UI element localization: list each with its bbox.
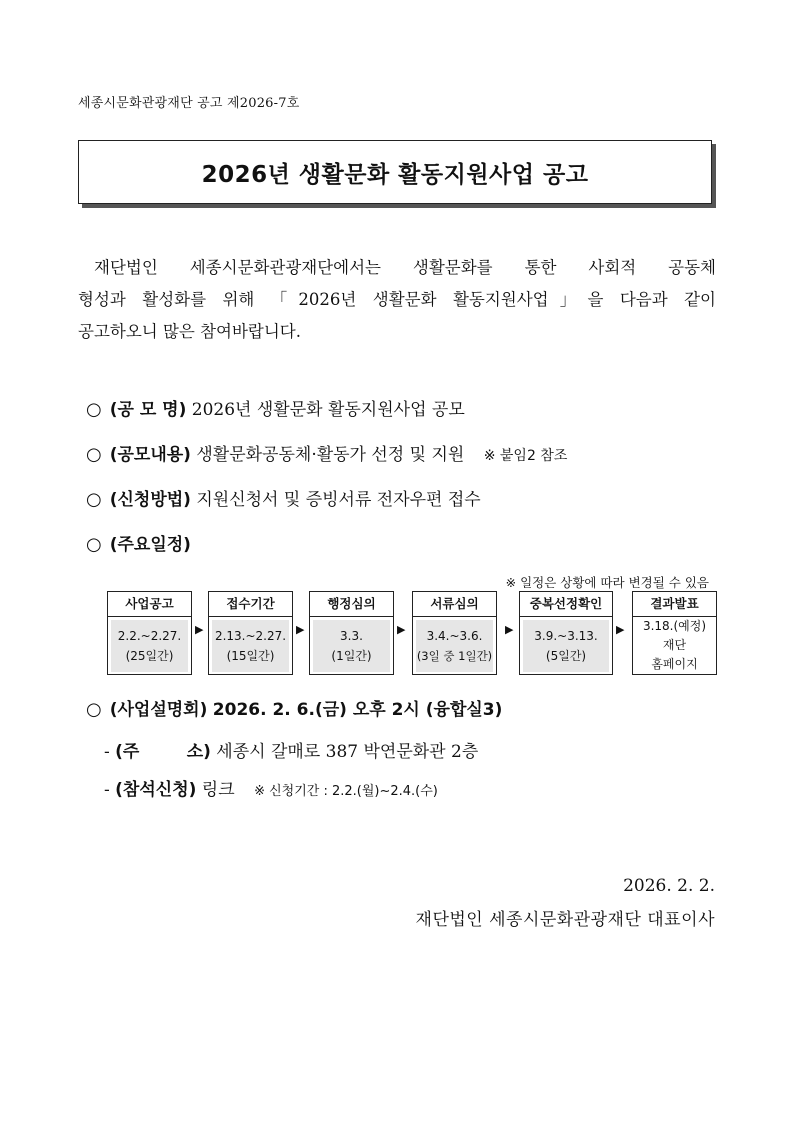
step-duration: (5일간) [545, 649, 587, 663]
schedule-step-announcement [107, 591, 192, 675]
issue-date: 2026. 2. 2. [623, 876, 715, 896]
step-duration: (25일간) [125, 649, 174, 663]
notice-number: 세종시문화관광재단 공고 제2026-7호 [78, 96, 300, 111]
step-title: 행정심의 [310, 592, 393, 617]
bullet-circle-icon: ○ [86, 489, 102, 510]
step-place-detail: 홈페이지 [651, 657, 698, 671]
step-date: 2.2.~2.27. [117, 629, 182, 643]
step-title: 중복선정확인 [520, 592, 612, 617]
arrow-right-icon: ▶ [505, 623, 514, 636]
arrow-right-icon: ▶ [397, 623, 406, 636]
step-title: 서류심의 [413, 592, 496, 617]
address-value: 세종시 갈매로 387 박연문화관 2층 [216, 742, 479, 762]
item-contest-name [86, 398, 465, 422]
item-value: 지원신청서 및 증빙서류 전자우편 접수 [196, 490, 481, 510]
step-date: 3.4.~3.6. [426, 629, 483, 643]
dash: - [104, 742, 110, 762]
step-duration: (3일 중 1일간) [416, 649, 493, 663]
intro-line-1: 재단법인 세종시문화관광재단에서는 생활문화를 통한 사회적 공동체 [94, 258, 716, 277]
arrow-right-icon: ▶ [616, 623, 625, 636]
item-main-schedule [86, 533, 191, 557]
item-label: (주요일정) [109, 535, 191, 555]
step-date: 3.18.(예정) [642, 619, 707, 633]
item-label: (신청방법) [109, 490, 191, 510]
step-title: 접수기간 [209, 592, 292, 617]
schedule-step-reception [208, 591, 293, 675]
bullet-circle-icon: ○ [86, 399, 102, 420]
step-date: 3.3. [340, 629, 363, 643]
bullet-circle-icon: ○ [86, 444, 102, 465]
address-label: (주 소) [115, 742, 211, 762]
item-label: (사업설명회) [109, 700, 208, 720]
item-briefing-session [86, 698, 502, 722]
briefing-address-row [104, 737, 478, 762]
step-duration: (1일간) [331, 649, 372, 663]
schedule-step-result [632, 591, 717, 675]
bullet-circle-icon: ○ [86, 699, 102, 720]
title-box [78, 140, 712, 204]
item-value: 2026년 생활문화 활동지원사업 공모 [191, 400, 465, 420]
registration-label: (참석신청) [115, 780, 197, 800]
registration-link[interactable]: 링크 [201, 780, 235, 800]
briefing-datetime: 2026. 2. 6.(금) 오후 2시 (융합실3) [212, 700, 503, 720]
intro-paragraph [78, 252, 716, 316]
item-label: (공 모 명) [109, 400, 187, 420]
briefing-registration-row [104, 775, 438, 800]
schedule-note: ※ 일정은 상황에 따라 변경될 수 있음 [505, 575, 709, 590]
schedule-step-duplicate-check [519, 591, 613, 675]
step-date: 3.9.~3.13. [534, 629, 598, 643]
arrow-right-icon: ▶ [195, 623, 204, 636]
dash: - [104, 780, 110, 800]
intro-line-3: 공고하오니 많은 참여바랍니다. [78, 322, 301, 341]
step-date: 2.13.~2.27. [214, 629, 287, 643]
step-title: 사업공고 [108, 592, 191, 617]
item-label: (공모내용) [109, 445, 191, 465]
arrow-right-icon: ▶ [296, 623, 305, 636]
step-duration: (15일간) [226, 649, 275, 663]
intro-line-2: 형성과 활성화를 위해 「2026년 생활문화 활동지원사업」을 다음과 같이 [78, 290, 716, 309]
registration-note: ※ 신청기간 : 2.2.(월)~2.4.(수) [254, 784, 438, 799]
schedule-step-admin-review [309, 591, 394, 675]
bullet-circle-icon: ○ [86, 534, 102, 555]
step-title: 결과발표 [633, 592, 716, 617]
item-application-method [86, 488, 481, 512]
item-value: 생활문화공동체·활동가 선정 및 지원 [196, 445, 465, 465]
item-note: ※ 붙임2 참조 [483, 448, 568, 464]
page-title: 2026년 생활문화 활동지원사업 공고 [201, 161, 589, 188]
item-contest-content [86, 443, 567, 468]
step-place: 재단 [662, 638, 687, 652]
schedule-step-document-review [412, 591, 497, 675]
signer: 재단법인 세종시문화관광재단 대표이사 [415, 910, 715, 930]
